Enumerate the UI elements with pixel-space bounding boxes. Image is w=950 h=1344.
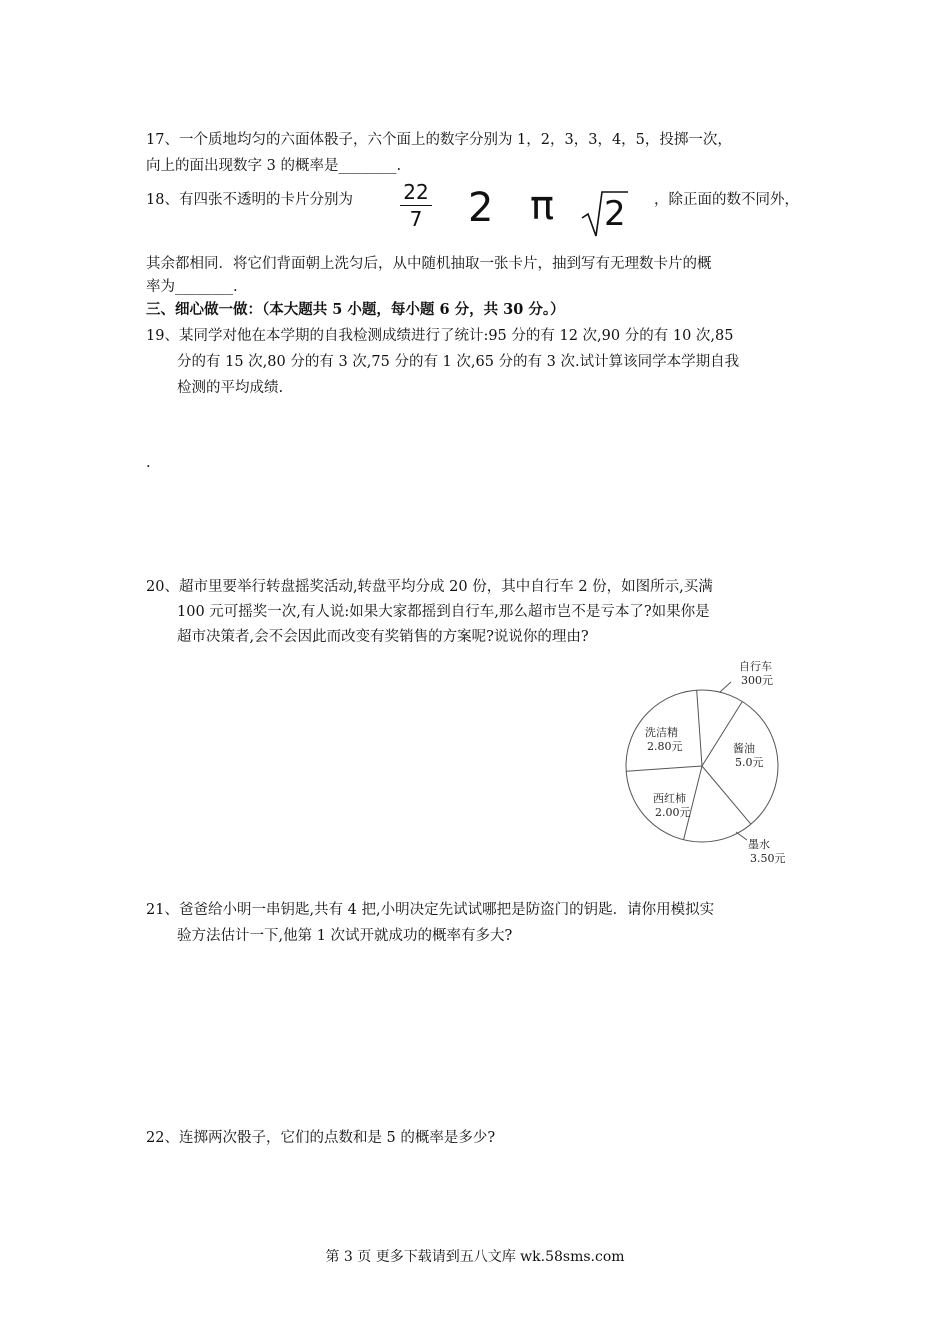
q17-line2: 向上的面出现数字 3 的概率是________. (146, 158, 402, 174)
sqrt-radicand: 2 (604, 194, 626, 234)
pie-slice-label: 酱油 (733, 742, 755, 755)
q18-line2: 其余都相同．将它们背面朝上洗匀后，从中随机抽取一张卡片，抽到写有无理数卡片的概 (146, 256, 712, 272)
fraction-bar (400, 205, 432, 206)
card-fraction (396, 180, 436, 231)
pie-slice-price: 3.50元 (750, 852, 786, 865)
card-pi: π (530, 183, 555, 229)
prize-wheel-chart (615, 652, 815, 872)
pie-slice-label: 洗洁精 (645, 726, 678, 739)
q20-line2: 100 元可摇奖一次,有人说:如果大家都摇到自行车,那么超市岂不是亏本了?如果你是 (177, 604, 710, 620)
q18-cards (380, 180, 640, 240)
q20-line3: 超市决策者,会不会因此而改变有奖销售的方案呢?说说你的理由? (177, 629, 589, 645)
q20-line1: 20、超市里要举行转盘摇奖活动,转盘平均分成 20 份，其中自行车 2 份，如图所示,买满 (146, 579, 713, 595)
pie-slice-price: 2.00元 (655, 806, 691, 819)
q21-line1: 21、爸爸给小明一串钥匙,共有 4 把,小明决定先试试哪把是防盗门的钥匙．请你用模拟实 (146, 902, 715, 918)
page-footer: 第 3 页 更多下载请到五八文库 wk.58sms.com (325, 1249, 625, 1265)
pie-slice-label: 墨水 (748, 838, 770, 851)
q19-line1: 19、某同学对他在本学期的自我检测成绩进行了统计:95 分的有 12 次,90 分的有 10 次,85 (146, 328, 734, 344)
q19-line2: 分的有 15 次,80 分的有 3 次,75 分的有 1 次,65 分的有 3 次.试计算该同学本学期自我 (177, 354, 740, 370)
pie-slice-price: 2.80元 (647, 740, 683, 753)
fraction-denominator: 7 (409, 207, 423, 231)
fraction-numerator: 22 (403, 180, 429, 204)
q18-line3: 率为________. (146, 279, 238, 295)
pie-leader-line (736, 832, 747, 840)
pie-slice-label: 自行车 (739, 660, 772, 673)
q17-line1: 17、一个质地均匀的六面体骰子，六个面上的数字分别为 1，2，3，3，4，5，投掷一次， (146, 132, 732, 148)
pie-leader-line (720, 682, 731, 692)
pie-slice-price: 300元 (741, 674, 773, 687)
q18-line1-end: ，除正面的数不同外， (654, 192, 799, 208)
pie-slice-label: 西红柿 (653, 792, 686, 805)
card-sqrt (580, 182, 630, 238)
section3-heading: 三、细心做一做：（本大题共 5 小题，每小题 6 分，共 30 分。） (146, 301, 565, 318)
q22-line1: 22、连掷两次骰子，它们的点数和是 5 的概率是多少? (146, 1130, 496, 1146)
pie-slice-price: 5.0元 (735, 756, 764, 769)
q18-line1-start: 18、有四张不透明的卡片分别为 (146, 192, 353, 208)
q19-line3: 检测的平均成绩. (177, 380, 284, 396)
stray-dot: . (146, 455, 151, 471)
card-two: 2 (468, 185, 494, 231)
q21-line2: 验方法估计一下,他第 1 次试开就成功的概率有多大? (177, 928, 513, 944)
